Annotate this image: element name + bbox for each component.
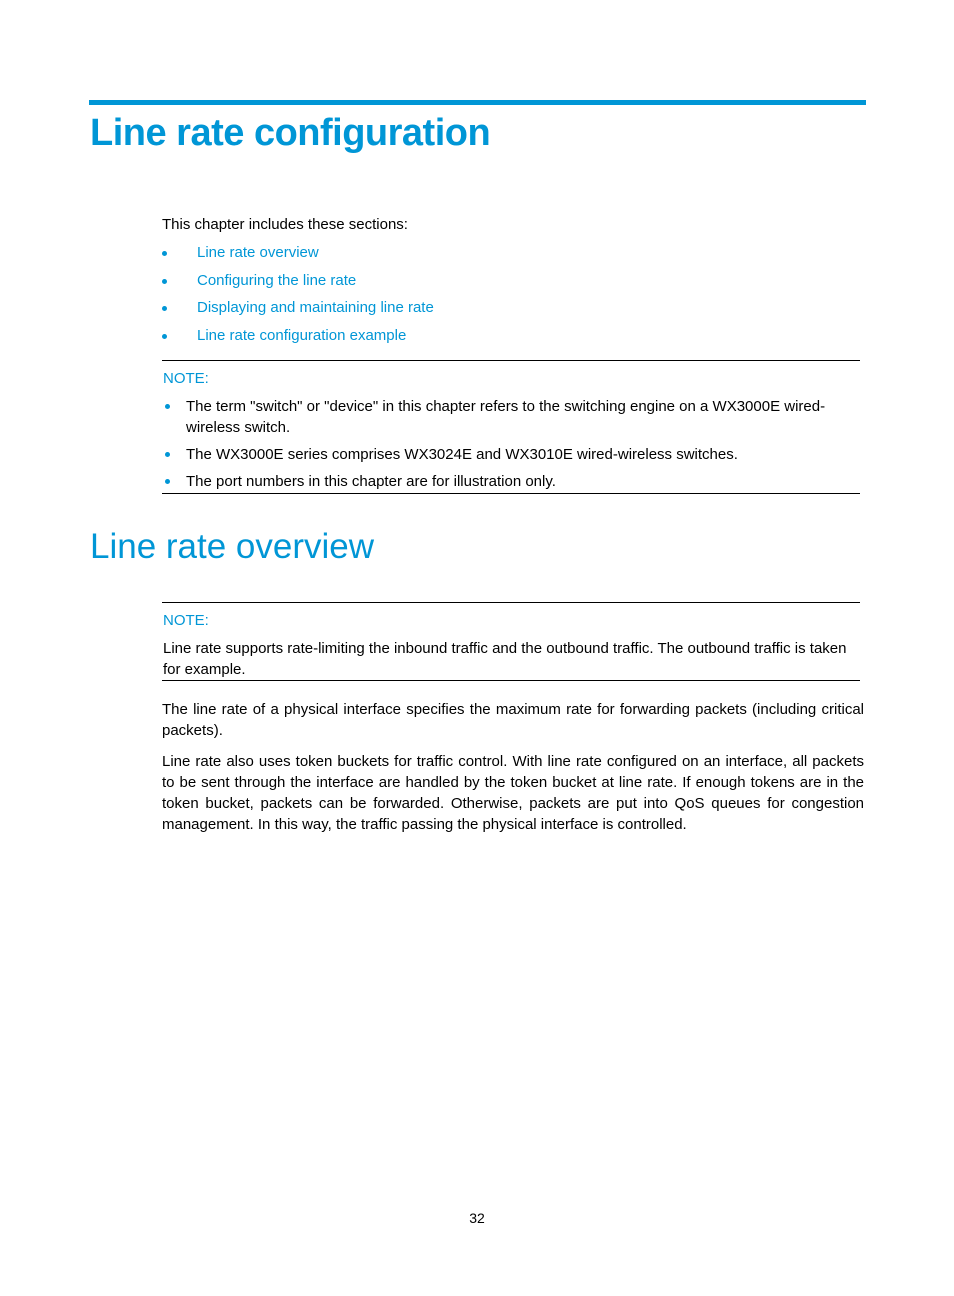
chapter-intro: This chapter includes these sections: [162, 216, 408, 233]
section-link-line-rate-overview[interactable]: Line rate overview [197, 244, 319, 261]
chapter-top-rule [89, 100, 866, 105]
note-item-text: The term "switch" or "device" in this chapter refers to the switching engine on a WX3000E wired-wireless switch. [186, 398, 826, 436]
body-paragraph: The line rate of a physical interface specifies the maximum rate for forwarding packets (including critical packets). [162, 701, 864, 739]
page-number: 32 [469, 1210, 485, 1226]
note-box [162, 360, 860, 494]
bullet-icon [162, 334, 167, 339]
note-item [162, 471, 860, 492]
note-label: NOTE: [163, 612, 209, 629]
note-label: NOTE: [163, 370, 209, 387]
bullet-icon [165, 479, 170, 484]
section-link-configuring-line-rate[interactable]: Configuring the line rate [197, 271, 357, 289]
note-item [162, 444, 860, 465]
bullet-icon [162, 279, 167, 284]
note-list [162, 396, 860, 498]
note-item-text: The port numbers in this chapter are for illustration only. [186, 473, 556, 490]
body-paragraph: Line rate also uses token buckets for traffic control. With line rate configured on an interface, all packets to be sent through the interface are handled by the token bucket at line rate. If enough tokens are in the token bucket, packets can be forwarded. Otherwise, packets are put into QoS queues for congestion management. In this way, the traffic passing the physical interface is controlled. [162, 753, 864, 833]
bullet-icon [162, 251, 167, 256]
note-item-text: The WX3000E series comprises WX3024E and WX3010E wired-wireless switches. [186, 446, 738, 463]
bullet-icon [165, 452, 170, 457]
section-link-configuration-example[interactable]: Line rate configuration example [197, 326, 407, 344]
chapter-title: Line rate configuration [90, 112, 491, 154]
note-item [162, 396, 860, 438]
bullet-icon [165, 404, 170, 409]
section-link-displaying-maintaining[interactable]: Displaying and maintaining line rate [197, 299, 434, 316]
overview-note-box [162, 602, 860, 681]
bullet-icon [162, 306, 167, 311]
note-text: Line rate supports rate-limiting the inbound traffic and the outbound traffic. The outbound traffic is taken for example. [163, 640, 847, 678]
section-title: Line rate overview [90, 527, 375, 566]
